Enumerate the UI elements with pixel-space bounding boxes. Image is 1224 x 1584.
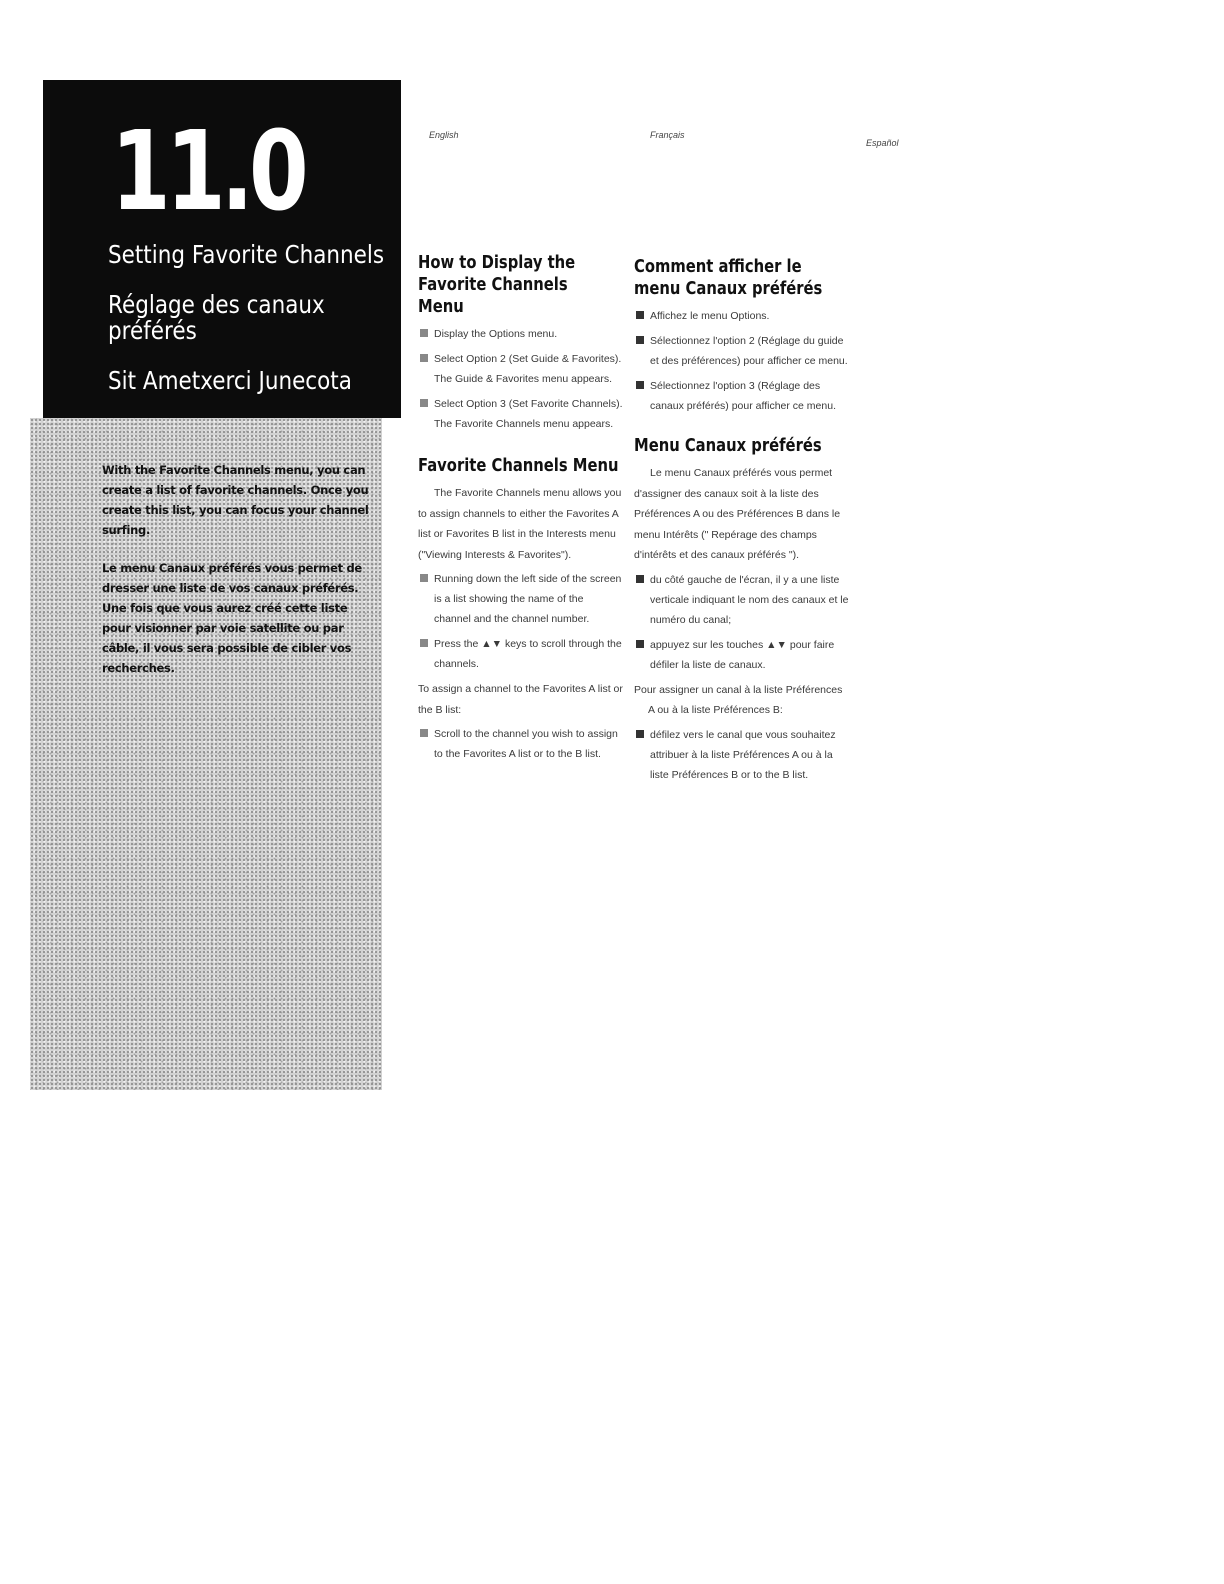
step-1-icon: [636, 730, 644, 738]
step-item: Sélectionnez l'option 3 (Réglage des canaux préférés) pour afficher ce menu.: [634, 376, 849, 416]
step-1-icon: [420, 574, 428, 582]
step-1-icon: [420, 329, 428, 337]
step-2-icon: [636, 336, 644, 344]
english-column: [418, 252, 623, 769]
step-1-icon: [636, 575, 644, 583]
chapter-title-english: Setting Favorite Channels: [108, 240, 385, 269]
chapter-number: 11.0: [111, 107, 304, 235]
chapter-title-spanish: Sit Ametxerci Junecota: [108, 366, 352, 395]
section-heading-favorite-menu-en: Favorite Channels Menu: [418, 455, 619, 476]
intro-text-french: Le menu Canaux préférés vous permet de dresser une liste de vos canaux préférés. Une fois que vous aurez créé cette liste pour visionner par voie satellite ou par câble, il vous sera possible de cibler vos recherches.: [102, 561, 362, 675]
step-item: appuyez sur les touches ▲▼ pour faire défiler la liste de canaux.: [634, 635, 849, 675]
language-label-english: English: [429, 130, 459, 140]
step-item: défilez vers le canal que vous souhaitez attribuer à la liste Préférences A ou à la liste Préférences B or to the B list.: [634, 725, 849, 785]
step-2-icon: [420, 354, 428, 362]
section-heading-display-menu-en: How to Display the Favorite Channels Menu: [418, 252, 576, 317]
step-item: Sélectionnez l'option 2 (Réglage du guide et des préférences) pour afficher ce menu.: [634, 331, 849, 371]
french-column: [634, 256, 849, 790]
step-2-icon: [636, 640, 644, 648]
step-item: Press the ▲▼ keys to scroll through the channels.: [418, 634, 623, 674]
step-1-icon: [420, 729, 428, 737]
assign-intro-fr: Pour assigner un canal à la liste Préférences A ou à la liste Préférences B:: [634, 683, 843, 716]
language-label-french: Français: [650, 130, 685, 140]
chapter-header-panel: [43, 80, 401, 418]
step-1-icon: [636, 311, 644, 319]
section-heading-favorite-menu-fr: Menu Canaux préférés: [634, 435, 822, 456]
step-item: Scroll to the channel you wish to assign to the Favorites A list or to the B list.: [418, 724, 623, 764]
assign-intro-en: To assign a channel to the Favorites A list or the B list:: [418, 683, 623, 716]
step-3-icon: [636, 381, 644, 389]
step-item: Affichez le menu Options.: [634, 306, 849, 326]
step-item: Select Option 2 (Set Guide & Favorites). The Guide & Favorites menu appears.: [418, 349, 623, 389]
step-item: du côté gauche de l'écran, il y a une liste verticale indiquant le nom des canaux et le numéro du canal;: [634, 570, 849, 630]
step-item: Display the Options menu.: [418, 324, 623, 344]
section-heading-display-menu-fr: Comment afficher le menu Canaux préférés: [634, 256, 823, 299]
step-item: Running down the left side of the screen is a list showing the name of the channel and the channel number.: [418, 569, 623, 629]
language-label-spanish: Español: [866, 138, 899, 148]
step-item: Select Option 3 (Set Favorite Channels). The Favorite Channels menu appears.: [418, 394, 623, 434]
intro-text-english: With the Favorite Channels menu, you can create a list of favorite channels. Once you create this list, you can focus your channel surfing.: [102, 463, 369, 537]
chapter-title-french: Réglage des canaux préférés: [108, 290, 325, 345]
intro-panel: [30, 418, 382, 1090]
section-intro-fr: Le menu Canaux préférés vous permet d'assigner des canaux soit à la liste des Préférences A ou des Préférences B dans le menu Intérêts (" Repérage des champs d'intérêts et des canaux préférés ").: [634, 467, 841, 561]
step-2-icon: [420, 639, 428, 647]
section-intro-en: The Favorite Channels menu allows you to assign channels to either the Favorites A list or Favorites B list in the Interests menu ("Viewing Interests & Favorites").: [418, 487, 622, 561]
step-3-icon: [420, 399, 428, 407]
